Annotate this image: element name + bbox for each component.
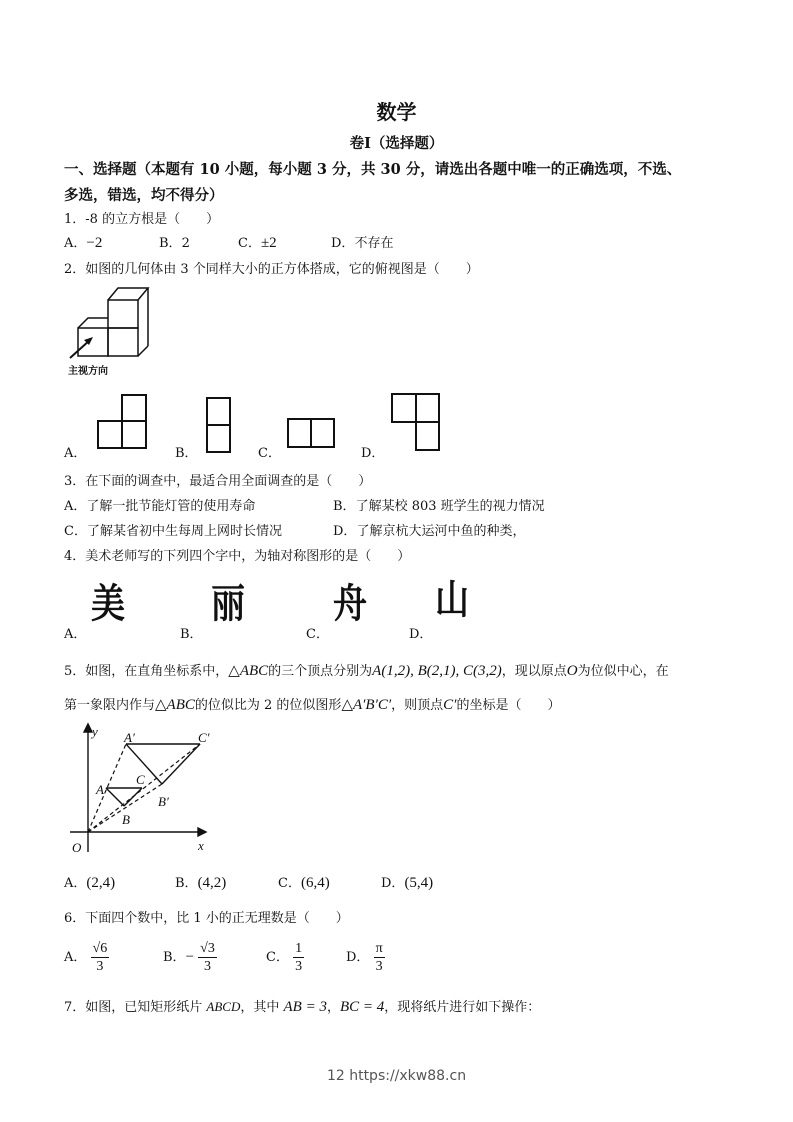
stem-text: 的坐标是（ ） <box>456 698 561 713</box>
stem-text: 5．如图，在直角坐标系中， <box>64 664 229 679</box>
denominator: 3 <box>295 959 303 974</box>
q2-option-d-label[interactable]: D． <box>361 446 385 461</box>
q2-option-c-label[interactable]: C． <box>258 446 281 461</box>
option-label: C． <box>266 950 289 965</box>
q6-option-c[interactable] <box>266 940 304 975</box>
q2-option-b-label[interactable]: B． <box>175 446 198 461</box>
stem-math: BC = 4 <box>339 999 385 1015</box>
label-c-prime: C′ <box>198 730 210 745</box>
q3-option-c[interactable] <box>64 520 282 539</box>
option-text: (4,2) <box>197 875 227 891</box>
stem-math: A(1,2), B(2,1), C(3,2) <box>372 663 502 679</box>
q3-option-d[interactable] <box>333 520 525 539</box>
label-x: x <box>198 838 204 853</box>
stem-text: 的位似比为 2 的位似图形 <box>194 698 342 713</box>
question-5-stem-line1 <box>64 660 669 680</box>
option-text: 不存在 <box>354 236 394 251</box>
stem-math: C′ <box>443 697 457 713</box>
stem-text: 为位似中心，在 <box>577 664 669 679</box>
page-footer: 12 https://xkw88.cn <box>326 1068 467 1084</box>
option-text: 了解某省初中生每周上网时长情况 <box>86 524 282 539</box>
label-a: A <box>96 782 104 797</box>
option-text: 了解京杭大运河中鱼的种类， <box>356 524 526 539</box>
q6-option-d[interactable] <box>346 940 385 975</box>
q6-option-b[interactable] <box>163 940 217 975</box>
stem-text: ，则顶点 <box>391 698 444 713</box>
q3-option-a[interactable] <box>64 495 255 514</box>
section-instructions-line1: 一、选择题（本题有 10 小题，每小题 3 分，共 30 分，请选出各题中唯一的正确选项，不选、 <box>64 161 682 178</box>
stem-text: 第一象限内作与 <box>64 698 156 713</box>
q4-option-d-character[interactable]: 山 <box>435 577 469 623</box>
denominator: 3 <box>375 959 383 974</box>
option-label: A． <box>64 236 87 251</box>
question-1-stem: 1．-8 的立方根是（ ） <box>64 212 220 227</box>
question-5-stem-line2 <box>64 694 560 714</box>
option-label: A． <box>64 950 87 965</box>
fraction <box>198 940 217 975</box>
option-label: B． <box>163 950 186 965</box>
q1-option-d[interactable] <box>331 232 393 251</box>
question-6-stem: 6．下面四个数中，比 1 小的正无理数是（ ） <box>64 911 349 926</box>
option-text: 了解一批节能灯管的使用寿命 <box>86 499 256 514</box>
stem-math: △ABC <box>155 697 195 713</box>
q6-option-a[interactable] <box>64 940 109 975</box>
numerator: √6 <box>92 941 108 956</box>
numerator: √3 <box>200 941 215 956</box>
option-label: B． <box>159 236 182 251</box>
question-7-stem <box>64 996 540 1016</box>
q3-option-b[interactable] <box>333 495 545 514</box>
negative-sign: − <box>185 949 195 965</box>
option-label: A． <box>64 499 87 514</box>
q1-option-a[interactable] <box>64 232 102 252</box>
option-label: D． <box>381 876 405 891</box>
option-text: (6,4) <box>300 875 330 891</box>
option-label: D． <box>346 950 370 965</box>
q2-option-b-figure[interactable] <box>205 396 233 454</box>
option-label: B． <box>175 876 198 891</box>
option-text: (5,4) <box>404 875 434 891</box>
option-text: (2,4) <box>86 875 116 891</box>
q5-option-d[interactable] <box>381 872 433 892</box>
q4-option-a-label[interactable]: A． <box>64 627 87 642</box>
fraction <box>91 940 110 975</box>
stem-math: ABCD <box>206 999 241 1014</box>
stem-text: 的三个顶点分别为 <box>268 664 373 679</box>
option-text: −2 <box>86 235 103 251</box>
option-label: D． <box>333 524 357 539</box>
q1-option-c[interactable] <box>238 232 277 252</box>
stem-math: △ABC <box>228 663 269 679</box>
stem-text: ， <box>326 1000 340 1015</box>
denominator: 3 <box>204 959 212 974</box>
option-label: B． <box>333 499 356 514</box>
option-text: 2 <box>181 236 190 251</box>
label-origin: O <box>72 840 82 855</box>
option-label: C． <box>278 876 301 891</box>
label-b: B <box>122 812 130 827</box>
question-2-stem: 2．如图的几何体由 3 个同样大小的正方体搭成，它的俯视图是（ ） <box>64 262 479 277</box>
label-a-prime: A′ <box>124 730 135 745</box>
option-label: A． <box>64 876 87 891</box>
q4-option-b-label[interactable]: B． <box>180 627 203 642</box>
stem-text: ，现以原点 <box>501 664 567 679</box>
q4-option-c-character[interactable]: 舟 <box>333 581 367 627</box>
page-title: 数学 <box>376 100 417 124</box>
figure-caption: 主视方向 <box>68 366 108 377</box>
label-b-prime: B′ <box>158 794 169 809</box>
q2-option-a-figure[interactable] <box>96 393 148 453</box>
section-subtitle: 卷Ⅰ（选择题） <box>349 135 444 152</box>
option-text: ±2 <box>260 235 277 251</box>
label-c: C <box>136 772 145 787</box>
q5-option-b[interactable] <box>175 872 226 892</box>
stem-text: ，现将纸片进行如下操作： <box>384 1000 541 1015</box>
coordinate-figure <box>62 722 222 858</box>
q1-option-b[interactable] <box>159 232 190 251</box>
stem-math: O <box>566 663 578 679</box>
stem-math: △A′B′C′ <box>341 697 392 713</box>
numerator: 1 <box>295 941 303 956</box>
q2-option-d-figure[interactable] <box>390 392 442 454</box>
option-text: 了解某校 803 班学生的视力情况 <box>355 499 545 514</box>
q4-option-d-label[interactable]: D． <box>409 627 433 642</box>
question-3-stem: 3．在下面的调查中，最适合用全面调查的是（ ） <box>64 474 372 489</box>
q5-option-c[interactable] <box>278 872 330 892</box>
label-y: y <box>92 724 98 739</box>
q5-option-a[interactable] <box>64 872 115 892</box>
stem-text: 7．如图，已知矩形纸片 <box>64 1000 207 1015</box>
denominator: 3 <box>96 959 104 974</box>
stem-text: ，其中 <box>240 1000 284 1015</box>
cube-stack-figure <box>64 282 164 362</box>
q4-option-b-character[interactable]: 丽 <box>211 581 245 627</box>
section-instructions-line2: 多选，错选，均不得分） <box>64 187 224 204</box>
q4-option-a-character[interactable]: 美 <box>91 581 125 627</box>
option-label: C． <box>238 236 261 251</box>
stem-math: AB = 3 <box>283 999 327 1015</box>
fraction <box>374 940 385 975</box>
option-label: C． <box>64 524 87 539</box>
q4-option-c-label[interactable]: C． <box>306 627 329 642</box>
q2-option-c-figure[interactable] <box>286 417 338 451</box>
option-label: D． <box>331 236 355 251</box>
q2-option-a-label[interactable]: A． <box>64 446 87 461</box>
question-4-stem: 4．美术老师写的下列四个字中，为轴对称图形的是（ ） <box>64 549 411 564</box>
fraction <box>293 940 304 975</box>
numerator: π <box>375 941 383 956</box>
